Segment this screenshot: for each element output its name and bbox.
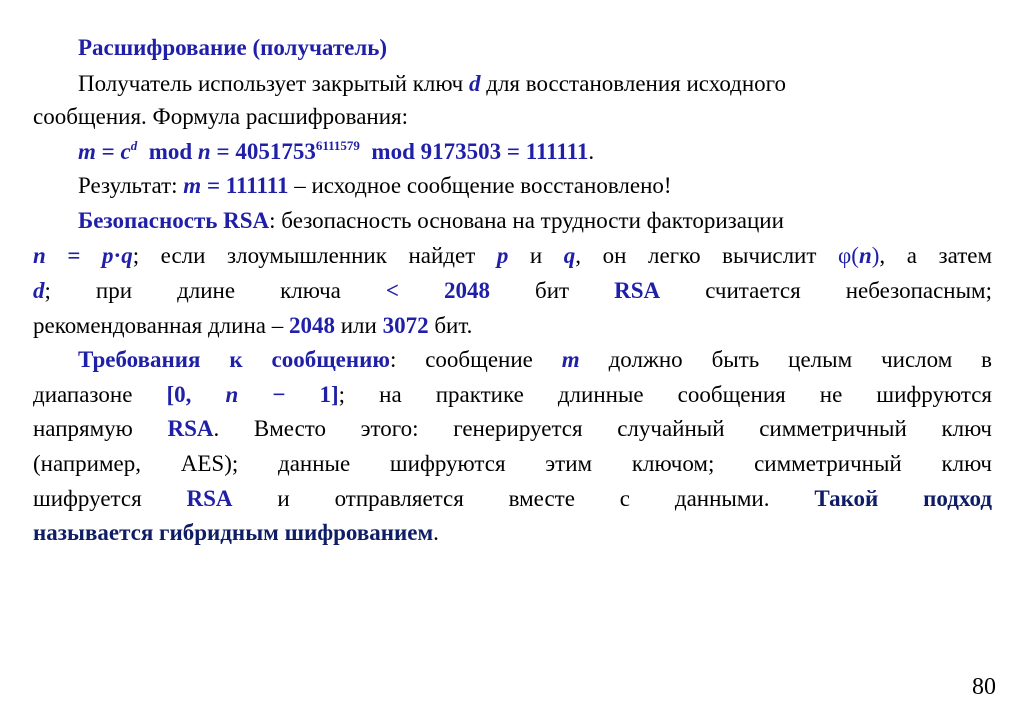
var-p: p — [102, 243, 114, 268]
var-d: d — [469, 71, 481, 96]
text: напрямую — [33, 416, 168, 441]
phi-open: φ( — [838, 243, 859, 268]
section-heading — [78, 33, 387, 63]
range-close: − 1] — [238, 382, 339, 407]
text: шифруется — [33, 486, 187, 511]
security-title: Безопасность RSA — [78, 208, 270, 233]
text: = — [95, 139, 121, 164]
text: бит. — [428, 313, 473, 338]
requirements-line-3 — [33, 414, 992, 444]
var-m: m — [183, 173, 202, 198]
result-value: = 111111 — [201, 173, 289, 198]
key-length-3072: 3072 — [382, 313, 429, 338]
requirements-line-4 — [33, 449, 992, 479]
result-line — [78, 171, 672, 201]
security-line-2 — [33, 241, 992, 271]
var-n: n — [33, 243, 46, 268]
text: : сообщение — [389, 347, 562, 372]
security-line-3 — [33, 276, 992, 306]
paragraph-1-line-2 — [33, 102, 408, 132]
requirements-title: Требования к сообщению — [78, 347, 390, 372]
var-n: n — [858, 243, 872, 268]
text: . — [588, 139, 595, 164]
var-m: m — [78, 139, 96, 164]
text: = 4051753 — [210, 139, 316, 164]
text: считается небезопасным; — [660, 278, 992, 303]
security-line-4 — [33, 311, 472, 341]
text: – исходное сообщение восстановлено! — [288, 173, 672, 198]
text: ; при длине ключа — [44, 278, 386, 303]
text: бит — [490, 278, 615, 303]
key-length-2048: 2048 — [288, 313, 335, 338]
decryption-formula — [78, 137, 594, 167]
requirements-line-2 — [33, 380, 992, 410]
hybrid-encryption-text: Такой подход — [814, 486, 992, 511]
var-q: q — [121, 243, 133, 268]
heading-text: Расшифрование (получатель) — [78, 35, 388, 60]
requirements-line-5 — [33, 484, 992, 514]
text: и отправляется вместе с данными. — [232, 486, 815, 511]
text: ; на практике длинные сообщения не шифруются — [338, 382, 992, 407]
text: или — [334, 313, 383, 338]
rsa-term: RSA — [186, 486, 233, 511]
phi-close: ) — [871, 243, 880, 268]
var-c: c — [120, 139, 131, 164]
paragraph-1-line-1 — [78, 69, 786, 99]
rsa-term: RSA — [614, 278, 661, 303]
text: . — [433, 520, 439, 545]
page-number: 80 — [972, 674, 996, 700]
text: сообщения. Формула расшифрования: — [33, 104, 409, 129]
var-n: n — [197, 139, 211, 164]
security-line-1 — [78, 206, 784, 236]
var-n: n — [225, 382, 239, 407]
rsa-term: RSA — [167, 416, 214, 441]
text: . Вместо этого: генерируется случайный симметричный ключ — [213, 416, 992, 441]
text: и — [508, 243, 564, 268]
text: рекомендованная длина – — [33, 313, 289, 338]
exponent-d: d — [130, 138, 138, 153]
exponent: 6111579 — [315, 138, 360, 153]
hybrid-encryption-text: называется гибридным шифрованием — [33, 520, 434, 545]
text: для восстановления исходного — [480, 71, 787, 96]
text: должно быть целым числом в — [579, 347, 993, 372]
text: (например, AES); данные шифруются этим ключом; симметричный ключ — [33, 451, 992, 476]
text: : безопасность основана на трудности факторизации — [269, 208, 784, 233]
key-length-min: < 2048 — [385, 278, 491, 303]
var-m: m — [561, 347, 580, 372]
text: ; если злоумышленник найдет — [132, 243, 497, 268]
text: диапазоне — [33, 382, 167, 407]
text: mod 9173503 = 111111 — [359, 139, 589, 164]
requirements-line-1 — [78, 345, 992, 375]
var-d: d — [33, 278, 45, 303]
text: mod — [137, 139, 198, 164]
text: = — [45, 243, 103, 268]
text: , он легко вычислит — [575, 243, 838, 268]
text: · — [113, 243, 122, 268]
var-p: p — [496, 243, 509, 268]
range-open: [0, — [166, 382, 226, 407]
text: Результат: — [78, 173, 184, 198]
var-q: q — [563, 243, 576, 268]
text: , а затем — [879, 243, 993, 268]
text: Получатель использует закрытый ключ — [78, 71, 469, 96]
requirements-line-6 — [33, 518, 439, 548]
